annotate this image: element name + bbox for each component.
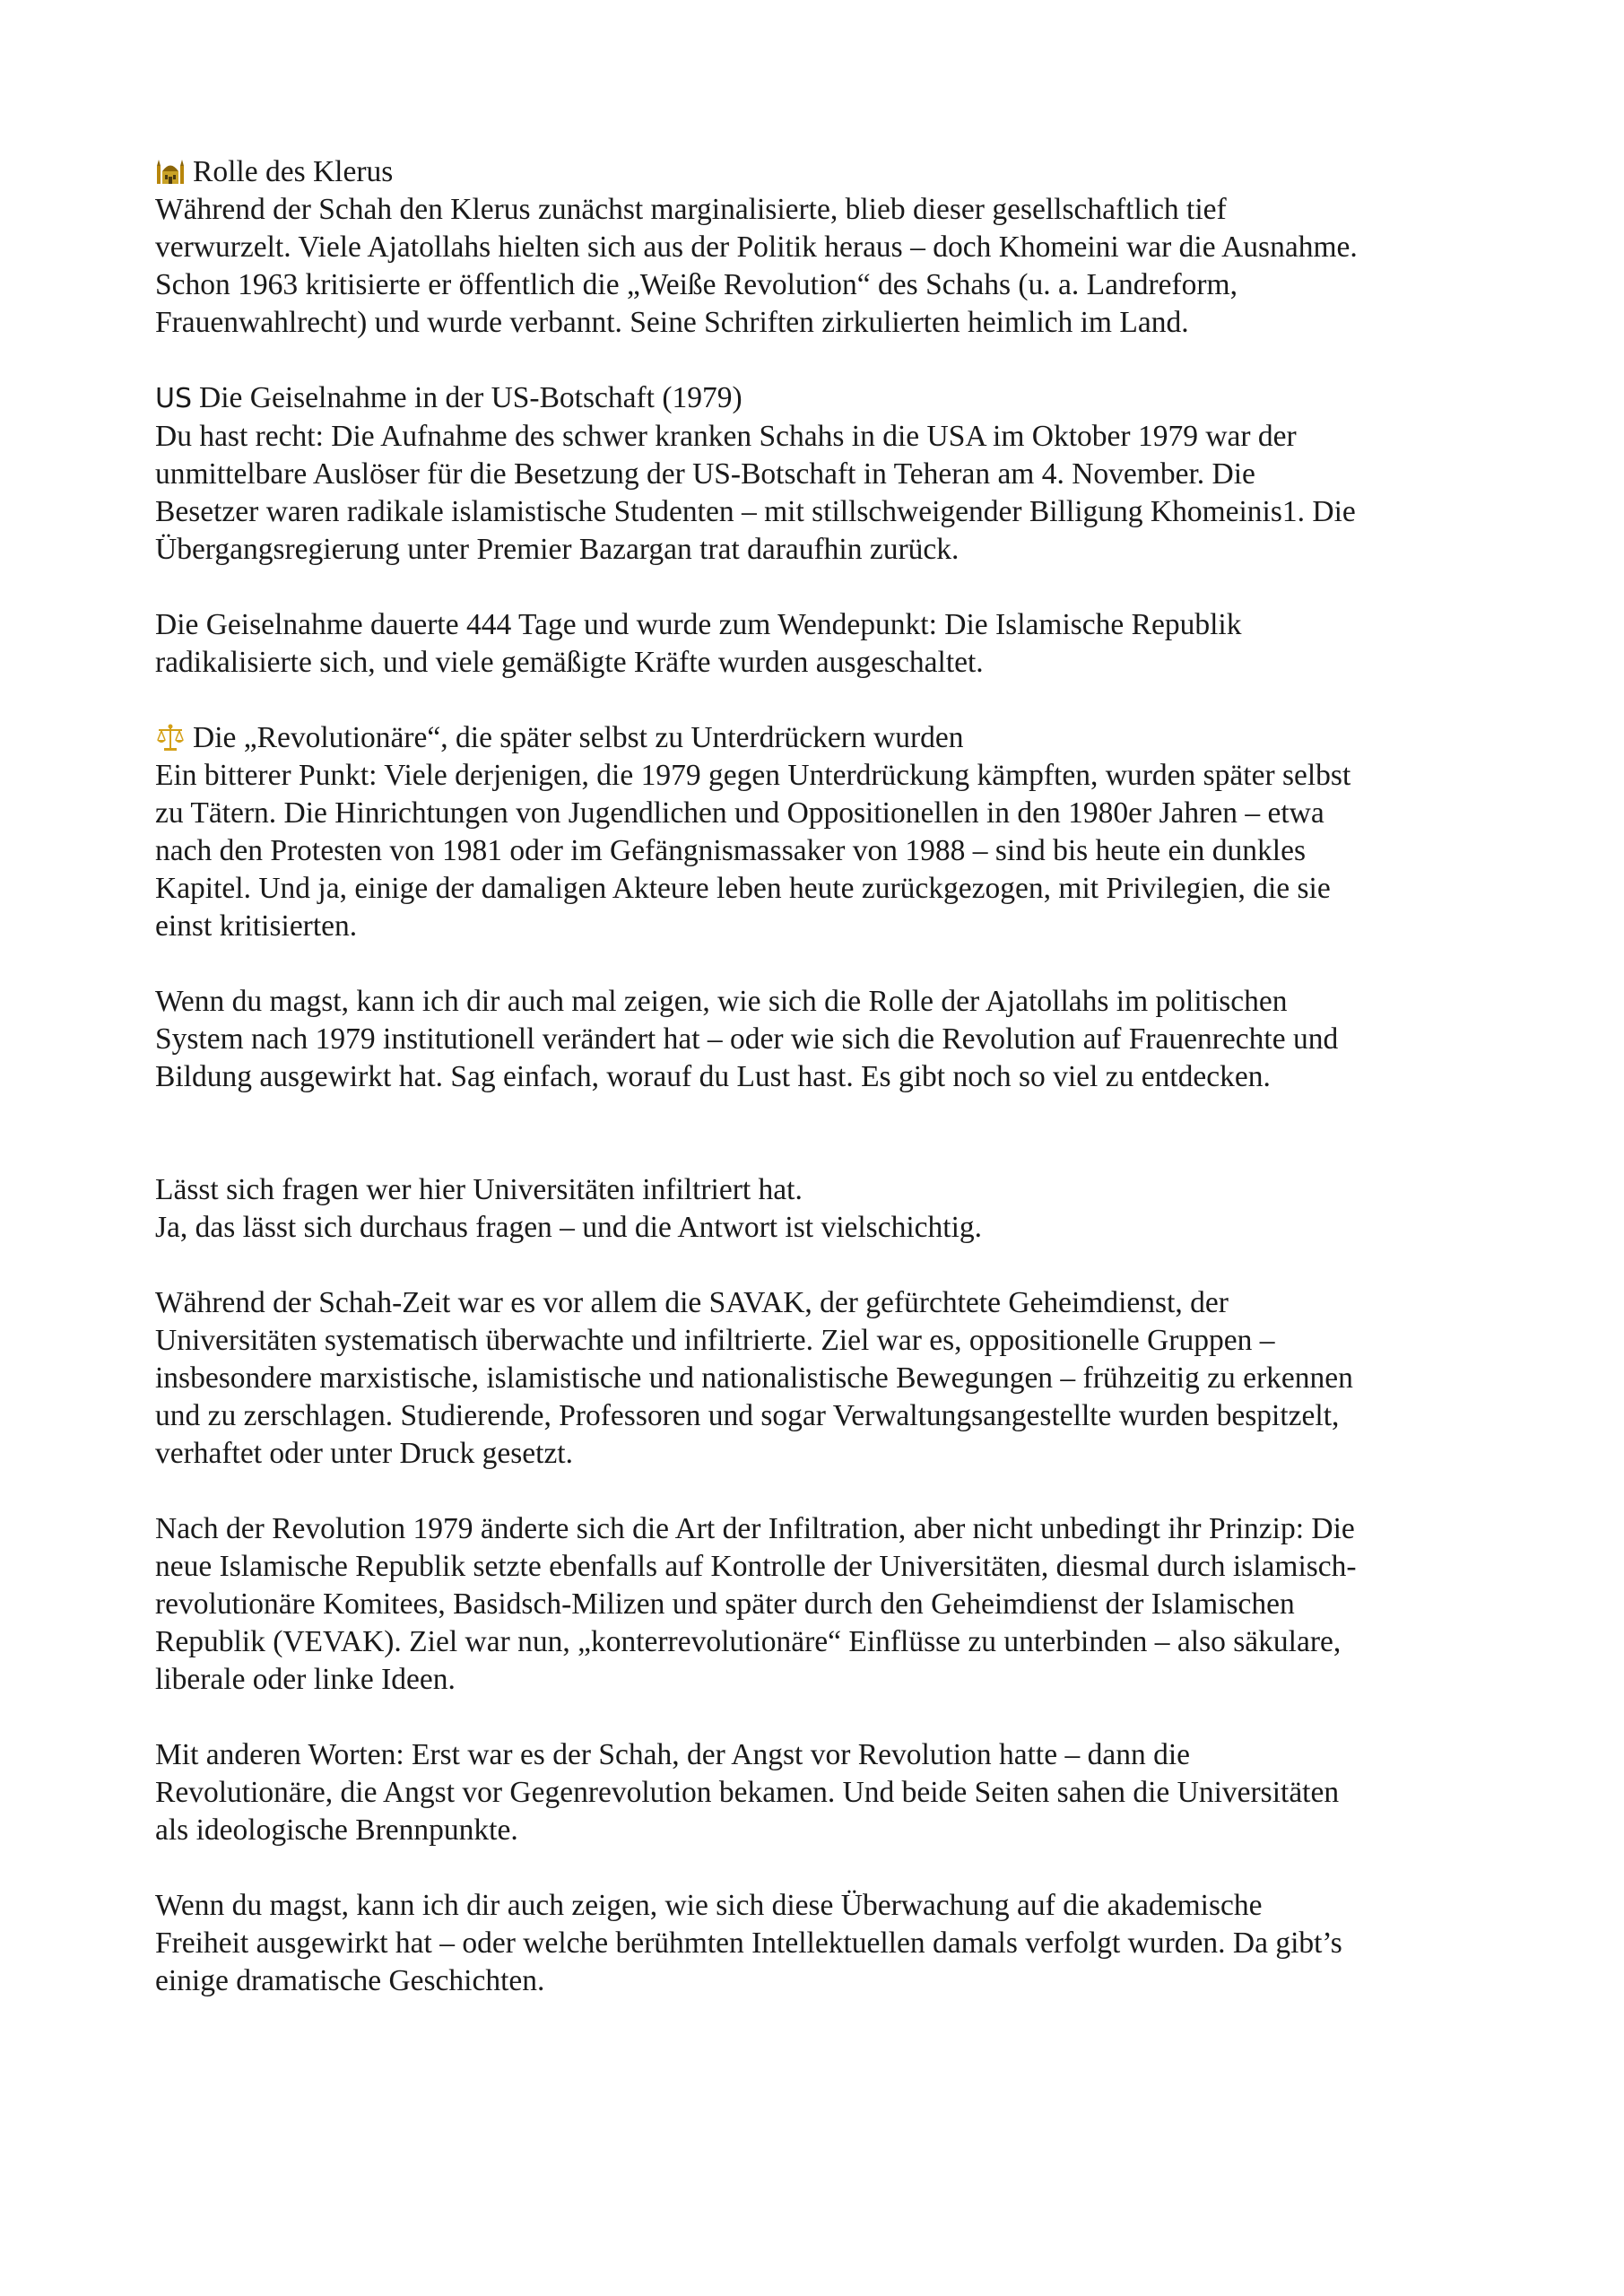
user-question: Lässt sich fragen wer hier Universitäten infiltriert hat. [155, 1173, 803, 1206]
paragraph-line: Wenn du magst, kann ich dir auch mal zeigen, wie sich die Rolle der Ajatollahs im politischen [155, 985, 1288, 1018]
section-hostage [155, 379, 1491, 569]
paragraph-line: verhaftet oder unter Druck gesetzt. [155, 1437, 573, 1470]
section-question [155, 1171, 1491, 1247]
us-flag-indicator: US [155, 383, 193, 414]
paragraph-line: verwurzelt. Viele Ajatollahs hielten sich aus der Politik heraus – doch Khomeini war die Ausnahme. [155, 230, 1358, 264]
paragraph-line: Kapitel. Und ja, einige der damaligen Akteure leben heute zurückgezogen, mit Privilegien, die sie [155, 872, 1331, 905]
section-heading-hostage [155, 379, 1491, 418]
paragraph-line: Übergangsregierung unter Premier Bazargan trat daraufhin zurück. [155, 533, 960, 566]
section-hostage-continued [155, 606, 1491, 682]
paragraph-line: revolutionäre Komitees, Basidsch-Milizen und später durch den Geheimdienst der Islamischen [155, 1587, 1295, 1621]
document-page [155, 153, 1491, 2038]
section-heading-clergy [155, 153, 1491, 191]
section-heading-revolutionaries [155, 719, 1491, 757]
paragraph-line: Während der Schah-Zeit war es vor allem die SAVAK, der gefürchtete Geheimdienst, der [155, 1286, 1229, 1319]
paragraph-line: Schon 1963 kritisierte er öffentlich die „Weiße Revolution“ des Schahs (u. a. Landreform, [155, 268, 1238, 301]
section-clergy [155, 153, 1491, 342]
paragraph-line: Universitäten systematisch überwachte und infiltrierte. Ziel war es, oppositionelle Gruppen – [155, 1324, 1275, 1357]
paragraph-line: Nach der Revolution 1979 änderte sich die Art der Infiltration, aber nicht unbedingt ihr Prinzip: Die [155, 1512, 1355, 1545]
balance-scale-icon [155, 723, 186, 752]
paragraph-line: zu Tätern. Die Hinrichtungen von Jugendlichen und Oppositionellen in den 1980er Jahren – etwa [155, 796, 1324, 830]
paragraph-line: liberale oder linke Ideen. [155, 1663, 456, 1696]
answer-intro: Ja, das lässt sich durchaus fragen – und die Antwort ist vielschichtig. [155, 1211, 983, 1244]
paragraph-line: Republik (VEVAK). Ziel war nun, „konterrevolutionäre“ Einflüsse zu unterbinden – also säkulare, [155, 1625, 1342, 1658]
paragraph-line: Während der Schah den Klerus zunächst marginalisierte, blieb dieser gesellschaftlich tief [155, 193, 1227, 226]
heading-text: Die „Revolutionäre“, die später selbst zu Unterdrückern wurden [193, 721, 964, 754]
paragraph-line: Besetzer waren radikale islamistische Studenten – mit stillschweigender Billigung Khomeinis1. Die [155, 495, 1356, 528]
paragraph-line: nach den Protesten von 1981 oder im Gefängnismassaker von 1988 – sind bis heute ein dunkles [155, 834, 1306, 867]
heading-text: Rolle des Klerus [193, 155, 394, 188]
paragraph-line: unmittelbare Auslöser für die Besetzung der US-Botschaft in Teheran am 4. November. Die [155, 457, 1255, 491]
section-savak [155, 1284, 1491, 1473]
paragraph-line: neue Islamische Republik setzte ebenfalls auf Kontrolle der Universitäten, diesmal durch islamisch- [155, 1550, 1357, 1583]
paragraph-line: und zu zerschlagen. Studierende, Professoren und sogar Verwaltungsangestellte wurden bespitzelt, [155, 1399, 1340, 1432]
section-summary [155, 1736, 1491, 1849]
section-revolutionaries [155, 719, 1491, 945]
paragraph-line: Freiheit ausgewirkt hat – oder welche berühmten Intellektuellen damals verfolgt wurden. Da gibt’s [155, 1926, 1342, 1960]
paragraph-line: Mit anderen Worten: Erst war es der Schah, der Angst vor Revolution hatte – dann die [155, 1738, 1191, 1771]
paragraph-line: einige dramatische Geschichten. [155, 1964, 545, 1997]
paragraph-line: insbesondere marxistische, islamistische und nationalistische Bewegungen – frühzeitig zu erkennen [155, 1361, 1353, 1395]
section-after-revolution [155, 1510, 1491, 1699]
mosque-icon [155, 157, 186, 186]
section-offer-2 [155, 1887, 1491, 2000]
paragraph-line: Du hast recht: Die Aufnahme des schwer kranken Schahs in die USA im Oktober 1979 war der [155, 420, 1297, 453]
paragraph-line: Ein bitterer Punkt: Viele derjenigen, die 1979 gegen Unterdrückung kämpften, wurden später selbst [155, 759, 1351, 792]
paragraph-line: Wenn du magst, kann ich dir auch zeigen, wie sich diese Überwachung auf die akademische [155, 1889, 1263, 1922]
paragraph-line: als ideologische Brennpunkte. [155, 1813, 518, 1847]
paragraph-line: Die Geiselnahme dauerte 444 Tage und wurde zum Wendepunkt: Die Islamische Republik [155, 608, 1242, 641]
paragraph-line: einst kritisierten. [155, 909, 358, 943]
paragraph-line: Frauenwahlrecht) und wurde verbannt. Seine Schriften zirkulierten heimlich im Land. [155, 306, 1189, 339]
paragraph-line: System nach 1979 institutionell verändert hat – oder wie sich die Revolution auf Frauenrechte und [155, 1022, 1339, 1056]
paragraph-line: Revolutionäre, die Angst vor Gegenrevolution bekamen. Und beide Seiten sahen die Universitäten [155, 1776, 1340, 1809]
section-offer-1 [155, 983, 1491, 1096]
paragraph-line: Bildung ausgewirkt hat. Sag einfach, worauf du Lust hast. Es gibt noch so viel zu entdecken. [155, 1060, 1271, 1093]
heading-text: Die Geiselnahme in der US-Botschaft (1979) [199, 381, 743, 414]
paragraph-line: radikalisierte sich, und viele gemäßigte Kräfte wurden ausgeschaltet. [155, 646, 984, 679]
spacer [155, 1134, 1491, 1171]
